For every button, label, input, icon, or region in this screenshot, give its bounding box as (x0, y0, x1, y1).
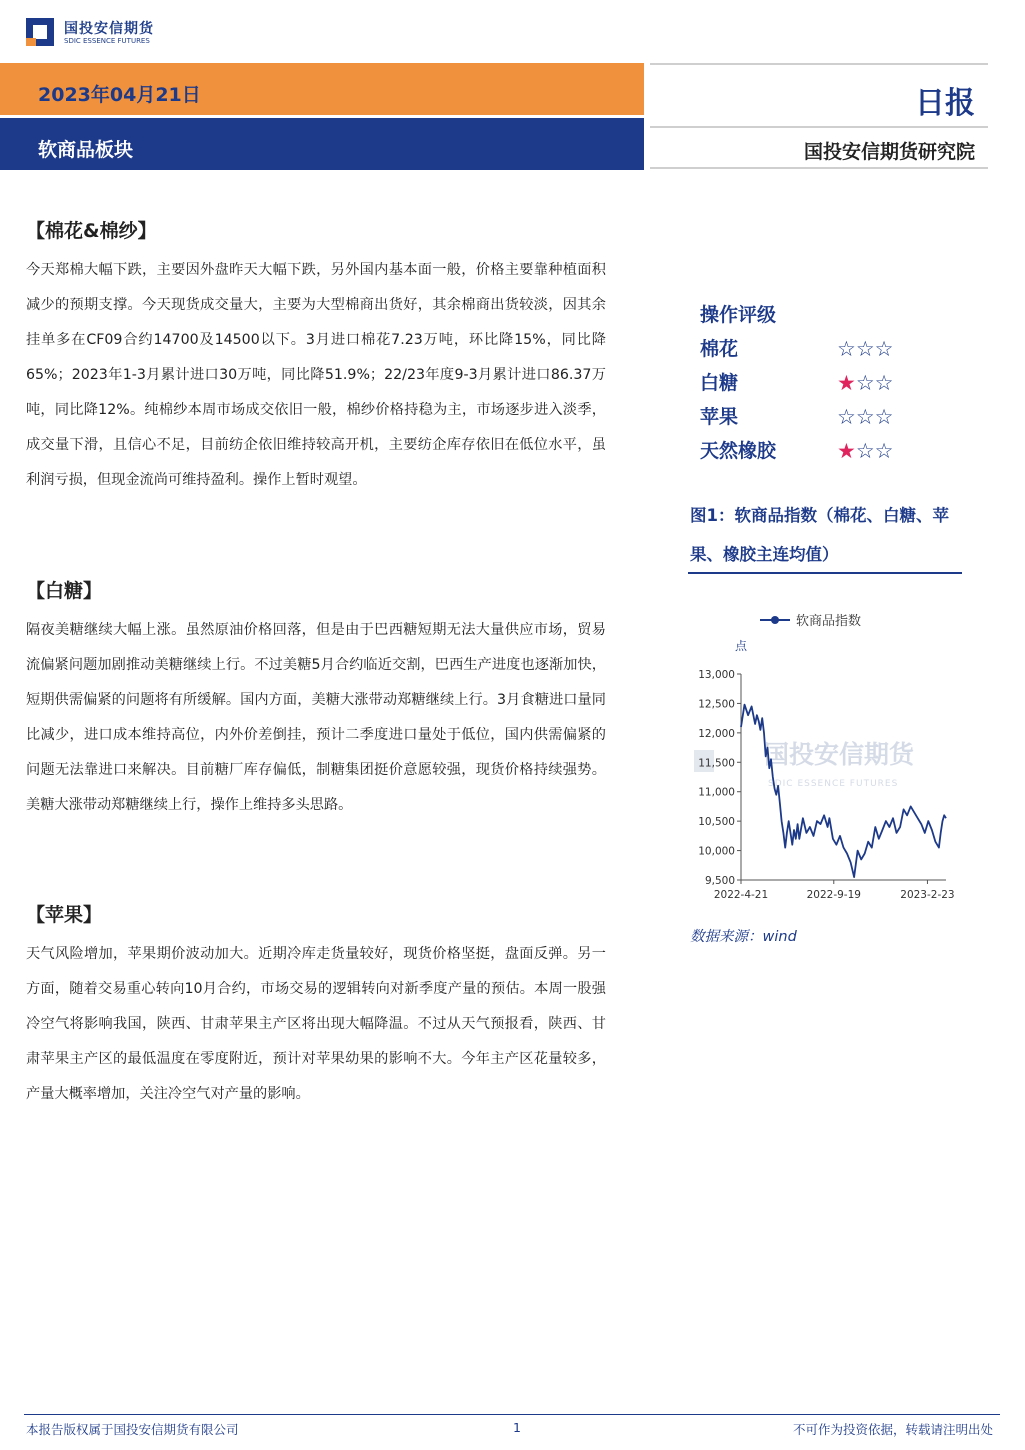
y-tick-label: 10,000 (698, 845, 735, 858)
x-tick-label: 2022-9-19 (806, 889, 861, 901)
y-axis-label: 点 (735, 639, 748, 653)
watermark-text-en: SDIC ESSENCE FUTURES (768, 779, 899, 789)
footer-rule (24, 1414, 1000, 1415)
institute-name: 国投安信期货研究院 (803, 141, 975, 163)
legend-marker-icon (771, 616, 779, 624)
logo-name-en: SDIC ESSENCE FUTURES (64, 37, 150, 45)
y-tick-label: 9,500 (704, 875, 735, 887)
report-date: 2023年04月21日 (38, 84, 201, 106)
header-rule-top (650, 63, 988, 65)
figure-rule (688, 572, 962, 574)
series-line-soft-commodity-index (741, 705, 946, 878)
star-rating (837, 366, 893, 400)
rating-panel (700, 298, 930, 468)
page-number: 1 (513, 1420, 521, 1435)
section-text-apple: 天气风险增加，苹果期价波动加大。近期冷库走货量较好，现货价格坚挺，盘面反弹。另一方面，随着交易重心转向10月合约，市场交易的逻辑转向对新季度产量的预估。本周一股强冷空气将影响我国，陕西、甘肃苹果主产区将出现大幅降温。不过从天气预报看，陕西、甘肃苹果主产区的最低温度在零度附近，预计对苹果幼果的影响不大。今年主产区花量较多，产量大概率增加，关注冷空气对产量的影响。 (26, 946, 606, 1102)
rating-name: 棉花 (700, 338, 739, 360)
star-empty-icon: ☆ (855, 371, 875, 395)
section-title-cotton: 【棉花&棉纱】 (26, 220, 157, 242)
star-filled-icon: ★ (837, 371, 856, 395)
soft-commodity-index-chart (688, 600, 962, 910)
chart-axes (698, 638, 954, 901)
company-logo (24, 14, 174, 52)
legend-label: 软商品指数 (796, 614, 862, 629)
rating-row (700, 400, 930, 434)
figure-source: 数据来源：wind (690, 929, 797, 945)
y-tick-label: 13,000 (698, 669, 735, 681)
section-title-sugar: 【白糖】 (26, 580, 103, 602)
logo-mark-icon (24, 16, 56, 48)
rating-row (700, 366, 930, 400)
star-empty-icon: ☆ (855, 405, 875, 429)
footer-copyright: 本报告版权属于国投安信期货有限公司 (26, 1422, 239, 1437)
rating-title: 操作评级 (700, 304, 777, 326)
star-rating (837, 332, 893, 366)
star-empty-icon: ☆ (855, 439, 875, 463)
rating-row (700, 434, 930, 468)
star-empty-icon: ☆ (874, 405, 894, 429)
y-tick-label: 11,000 (698, 786, 735, 799)
star-empty-icon: ☆ (874, 439, 894, 463)
y-tick-label: 11,500 (698, 757, 735, 770)
y-tick-label: 12,500 (698, 698, 735, 711)
logo-name-cn: 国投安信期货 (64, 21, 154, 37)
section-title-apple: 【苹果】 (26, 904, 103, 926)
star-empty-icon: ☆ (874, 337, 894, 361)
y-tick-label: 12,000 (698, 727, 735, 740)
x-tick-label: 2022-4-21 (713, 889, 769, 901)
section-text-sugar: 隔夜美糖继续大幅上涨。虽然原油价格回落，但是由于巴西糖短期无法大量供应市场，贸易流偏紧问题加剧推动美糖继续上行。不过美糖5月合约临近交割，巴西生产进度也逐渐加快，短期供需偏紧的问题将有所缓解。国内方面，美糖大涨带动郑糖继续上行。3月食糖进口量同比减少，进口成本维持高位，内外价差倒挂，预计二季度进口量处于低位，国内供需偏紧的问题无法靠进口来解决。目前糖厂库存偏低，制糖集团挺价意愿较强，现货价格持续强势。美糖大涨带动郑糖继续上行，操作上维持多头思路。 (26, 622, 606, 813)
header-rule-bottom (650, 167, 988, 169)
rating-name: 白糖 (700, 372, 739, 394)
rating-name: 天然橡胶 (700, 440, 777, 462)
section-text-cotton: 今天郑棉大幅下跌，主要因外盘昨天大幅下跌，另外国内基本面一般，价格主要靠种植面积减少的预期支撑。今天现货成交量大，主要为大型棉商出货好，其余棉商出货较淡，因其余挂单多在CF09合约14700及14500以下。3月进口棉花7.23万吨，环比降15%，同比降65%；2023年1-3月累计进口30万吨，同比降51.9%；22/23年度9-3月累计进口86.37万吨，同比降12%。纯棉纱本周市场成交依旧一般，棉纱价格持稳为主，市场逐步进入淡季，成交量下滑，且信心不足，目前纺企依旧维持较高开机，主要纺企库存依旧在低位水平，虽利润亏损，但现金流尚可维持盈利。操作上暂时观望。 (26, 262, 606, 488)
star-rating (837, 400, 893, 434)
footer-disclaimer: 不可作为投资依据，转载请注明出处 (792, 1422, 993, 1437)
star-rating (837, 434, 893, 468)
star-filled-icon: ★ (837, 439, 856, 463)
rating-row (700, 332, 930, 366)
star-empty-icon: ☆ (837, 337, 856, 361)
star-empty-icon: ☆ (855, 337, 875, 361)
figure-title: 图1：软商品指数（棉花、白糖、苹果、橡胶主连均值） (690, 506, 949, 564)
report-sector: 软商品板块 (38, 139, 134, 161)
star-empty-icon: ☆ (837, 405, 856, 429)
star-empty-icon: ☆ (874, 371, 894, 395)
y-tick-label: 10,500 (698, 816, 735, 829)
x-tick-label: 2023-2-23 (900, 889, 955, 901)
watermark-text-cn: 国投安信期货 (764, 740, 915, 769)
rating-name: 苹果 (700, 406, 739, 428)
report-type: 日报 (915, 86, 975, 121)
chart-legend (760, 613, 861, 629)
header-rule-middle (650, 126, 988, 128)
chart-plot (741, 705, 946, 878)
